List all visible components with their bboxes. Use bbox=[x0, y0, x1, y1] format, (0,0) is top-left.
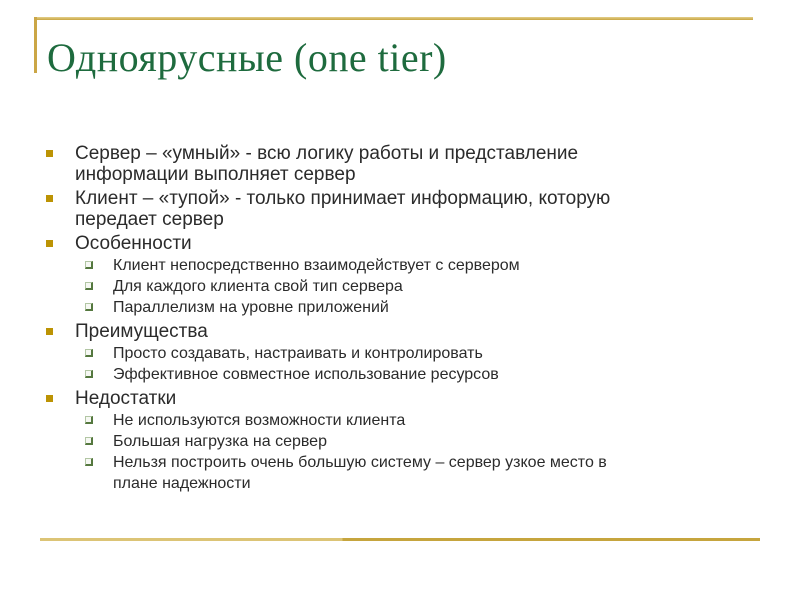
hollow-square-bullet-icon bbox=[85, 261, 93, 269]
sub-list-item-text: Просто создавать, настраивать и контролировать bbox=[113, 345, 483, 362]
list-item bbox=[46, 233, 756, 254]
sub-list-item bbox=[85, 255, 756, 276]
list-item-text: Недостатки bbox=[75, 388, 177, 409]
sub-list-item bbox=[85, 297, 756, 318]
hollow-square-bullet-icon bbox=[85, 303, 93, 311]
list-item-text: Преимущества bbox=[75, 321, 208, 342]
sub-list-item bbox=[85, 452, 756, 494]
sub-list-item bbox=[85, 343, 756, 364]
sub-list-item-text: Большая нагрузка на сервер bbox=[113, 433, 327, 450]
list-item bbox=[46, 321, 756, 342]
bottom-accent-line bbox=[40, 538, 760, 541]
square-bullet-icon bbox=[46, 195, 53, 202]
list-item-text: Сервер – «умный» - всю логику работы и представление информации выполняет сервер bbox=[75, 143, 579, 185]
hollow-square-bullet-icon bbox=[85, 416, 93, 424]
hollow-square-bullet-icon bbox=[85, 437, 93, 445]
hollow-square-bullet-icon bbox=[85, 370, 93, 378]
bullet-list bbox=[46, 140, 756, 494]
sub-list-item-text: Параллелизм на уровне приложений bbox=[113, 299, 389, 316]
sub-list-item bbox=[85, 410, 756, 431]
sub-list-item bbox=[85, 276, 756, 297]
list-item bbox=[46, 143, 756, 185]
sub-list-item-text: Клиент непосредственно взаимодействует с сервером bbox=[113, 257, 520, 274]
list-item bbox=[46, 388, 756, 409]
slide-title: Одноярусные (one tier) bbox=[47, 35, 447, 80]
list-item bbox=[46, 188, 756, 230]
square-bullet-icon bbox=[46, 150, 53, 157]
square-bullet-icon bbox=[46, 240, 53, 247]
sub-list-item-text: Нельзя построить очень большую систему – сервер узкое место в плане надежности bbox=[113, 454, 607, 492]
list-item-text: Клиент – «тупой» - только принимает информацию, которую передает сервер bbox=[75, 188, 611, 230]
sub-list-item-text: Не используются возможности клиента bbox=[113, 412, 406, 429]
square-bullet-icon bbox=[46, 328, 53, 335]
sub-list-item bbox=[85, 364, 756, 385]
hollow-square-bullet-icon bbox=[85, 349, 93, 357]
sub-list-item-text: Для каждого клиента свой тип сервера bbox=[113, 278, 403, 295]
hollow-square-bullet-icon bbox=[85, 282, 93, 290]
sub-list-item bbox=[85, 431, 756, 452]
top-accent-line bbox=[34, 17, 753, 20]
list-item-text: Особенности bbox=[75, 233, 192, 254]
sub-list-item-text: Эффективное совместное использование ресурсов bbox=[113, 366, 499, 383]
hollow-square-bullet-icon bbox=[85, 458, 93, 466]
square-bullet-icon bbox=[46, 395, 53, 402]
left-accent-line bbox=[34, 17, 37, 73]
